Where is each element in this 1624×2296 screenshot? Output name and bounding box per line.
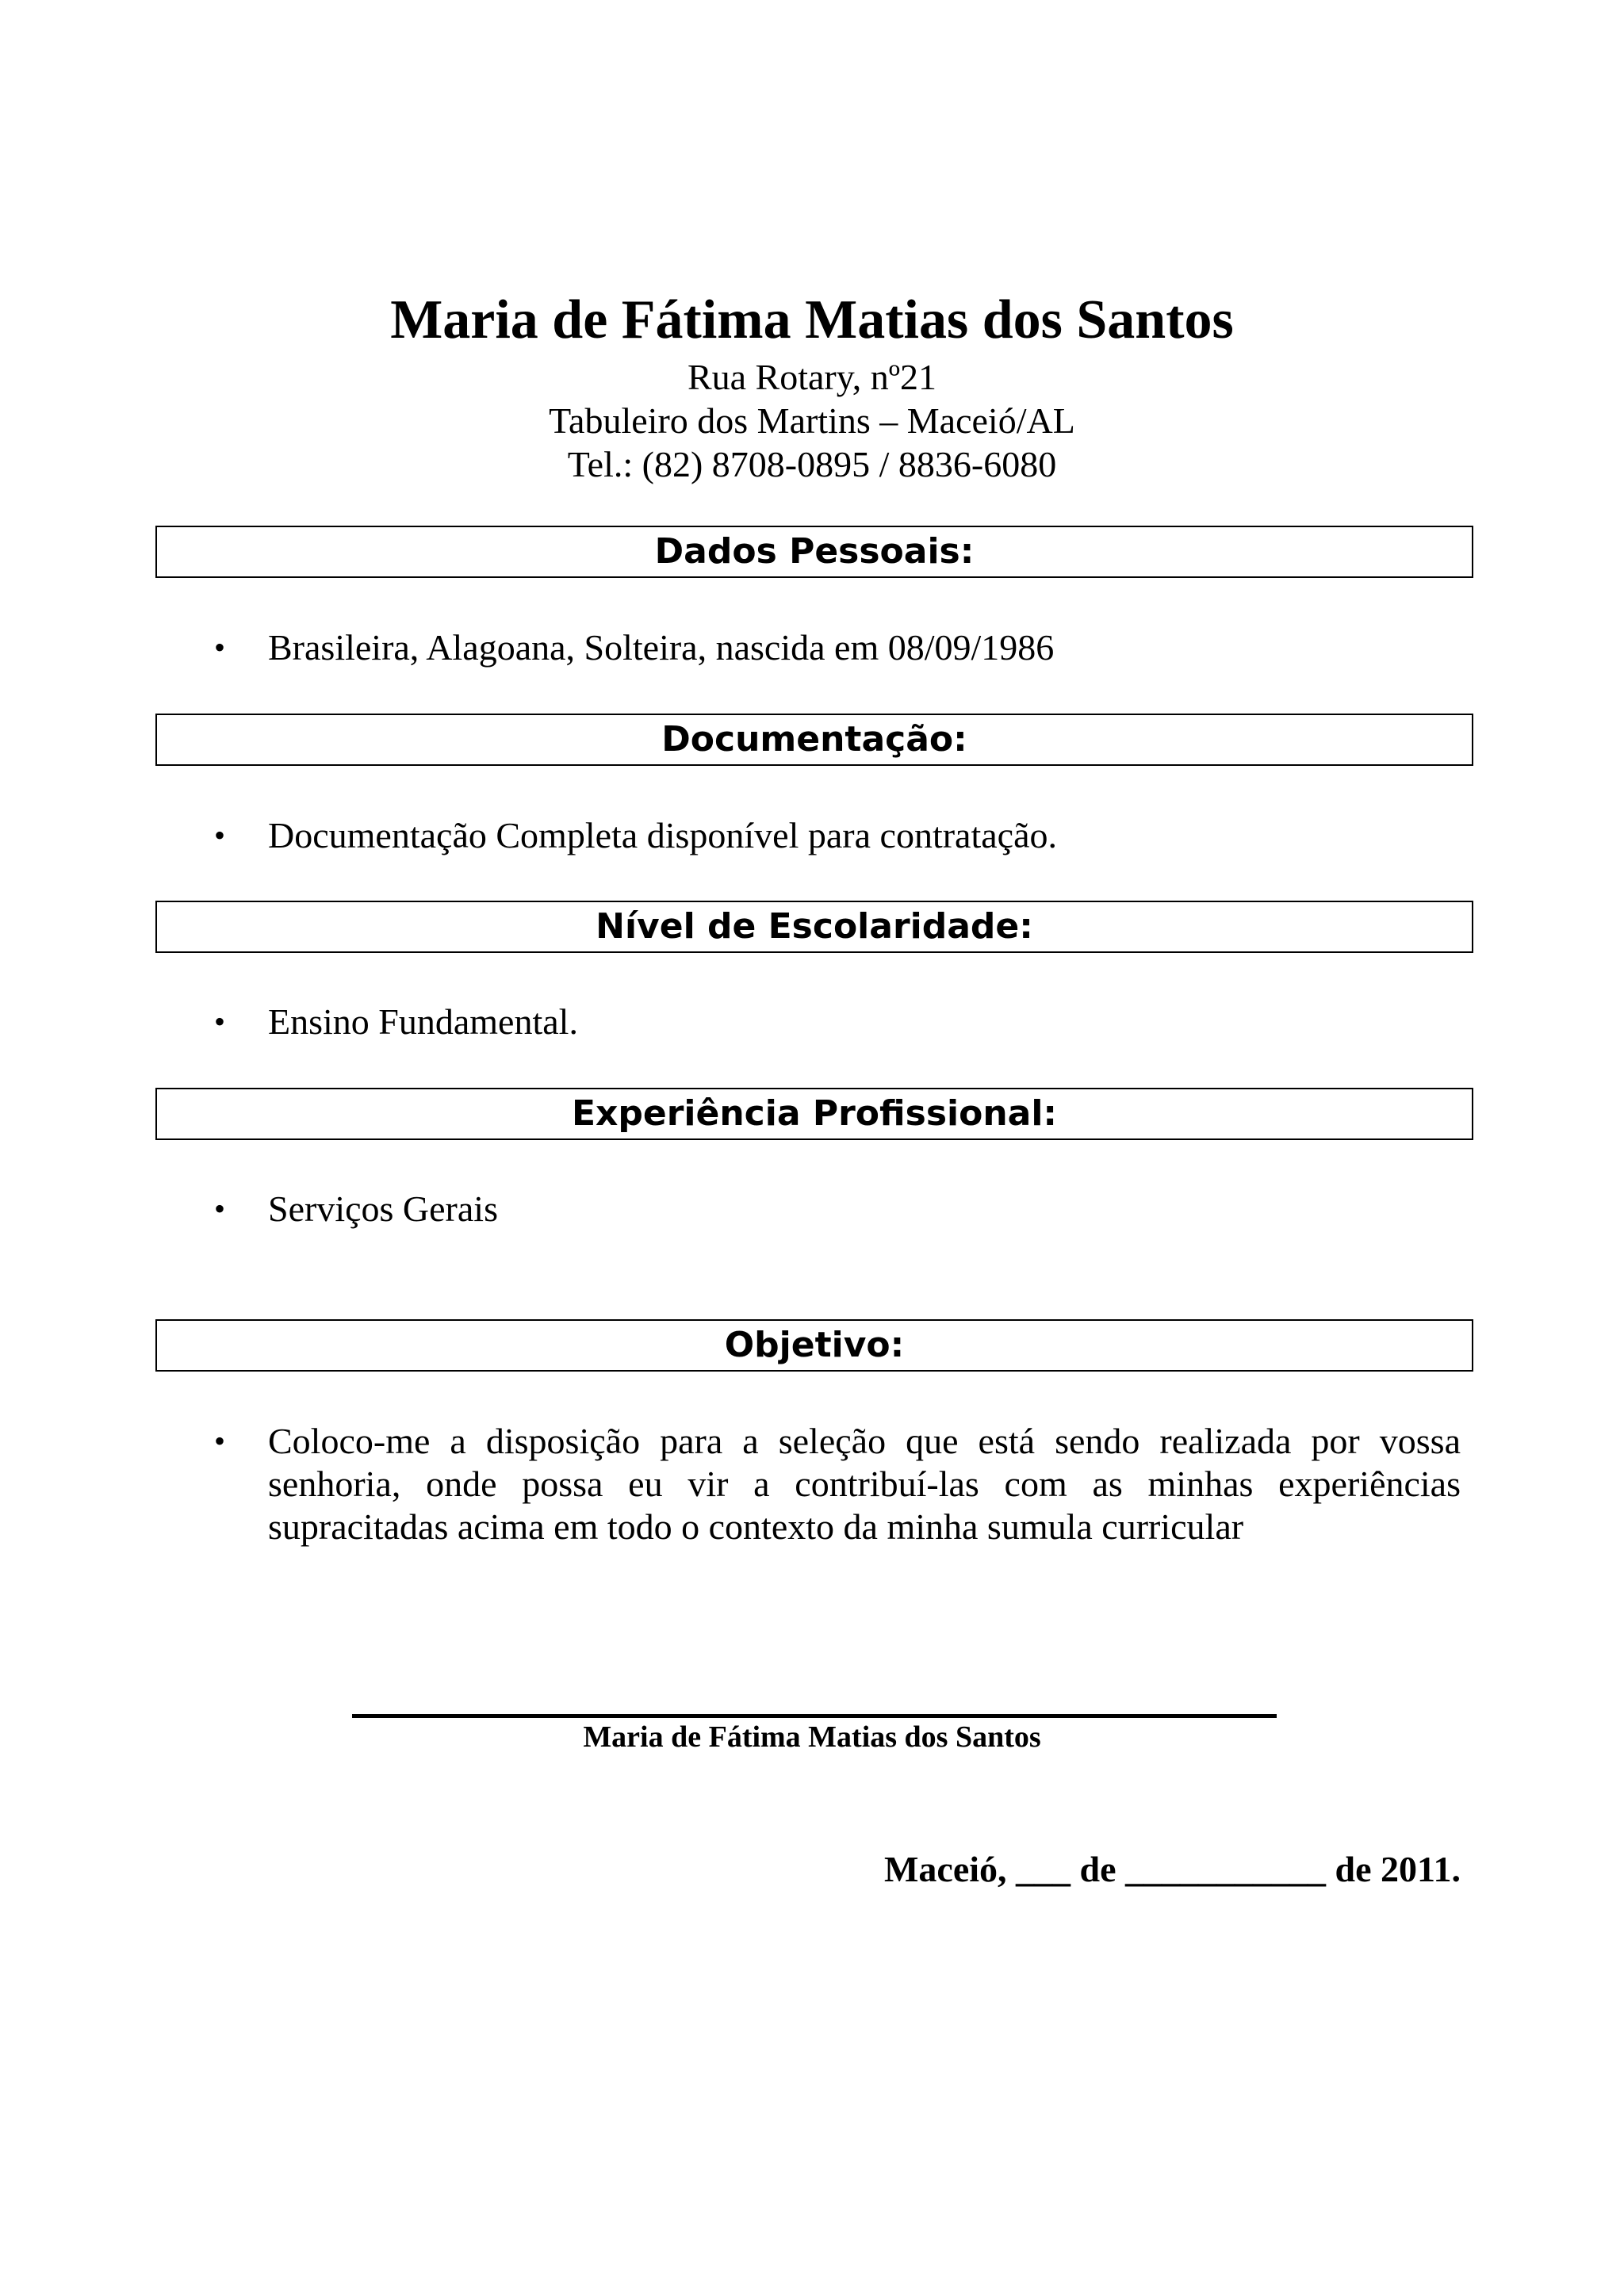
section-header-experiencia (155, 1088, 1473, 1140)
bullet-icon: • (214, 1423, 226, 1459)
list-item-objetivo: Coloco-me a disposição para a seleção que está sendo realizada por vossa senhoria, onde possa eu vir a contribuí-las com as minhas experiências supracitadas acima em todo o contexto da minha sumula curricular (268, 1421, 1461, 1547)
candidate-name: Maria de Fátima Matias dos Santos (390, 289, 1234, 350)
bullet-icon: • (214, 1004, 226, 1039)
list-item-documentacao: Documentação Completa disponível para contratação. (268, 815, 1057, 855)
section-title: Dados Pessoais: (654, 531, 975, 572)
list-item-dados-pessoais: Brasileira, Alagoana, Solteira, nascida em 08/09/1986 (268, 627, 1055, 668)
resume-header (0, 285, 1624, 486)
section-title: Objetivo: (724, 1325, 905, 1365)
bullet-icon: • (214, 629, 226, 665)
section-header-escolaridade (155, 901, 1473, 953)
list-item-escolaridade: Ensino Fundamental. (268, 1001, 578, 1042)
section-header-documentacao (155, 714, 1473, 766)
date-line: Maceió, ___ de ___________ de 2011. (884, 1849, 1461, 1889)
section-title: Documentação: (661, 719, 967, 760)
list-item-experiencia: Serviços Gerais (268, 1188, 498, 1229)
phone-line: Tel.: (82) 8708-0895 / 8836-6080 (567, 444, 1057, 484)
bullet-icon: • (214, 1191, 226, 1226)
section-header-dados-pessoais (155, 526, 1473, 578)
section-header-objetivo (155, 1319, 1473, 1372)
section-title: Experiência Profissional: (571, 1093, 1058, 1134)
signature-name: Maria de Fátima Matias dos Santos (583, 1720, 1041, 1754)
address-street: Rua Rotary, nº21 (687, 357, 937, 397)
address-city: Tabuleiro dos Martins – Maceió/AL (549, 400, 1075, 441)
section-title: Nível de Escolaridade: (596, 906, 1033, 947)
signature-line (352, 1714, 1277, 1718)
bullet-icon: • (214, 817, 226, 853)
